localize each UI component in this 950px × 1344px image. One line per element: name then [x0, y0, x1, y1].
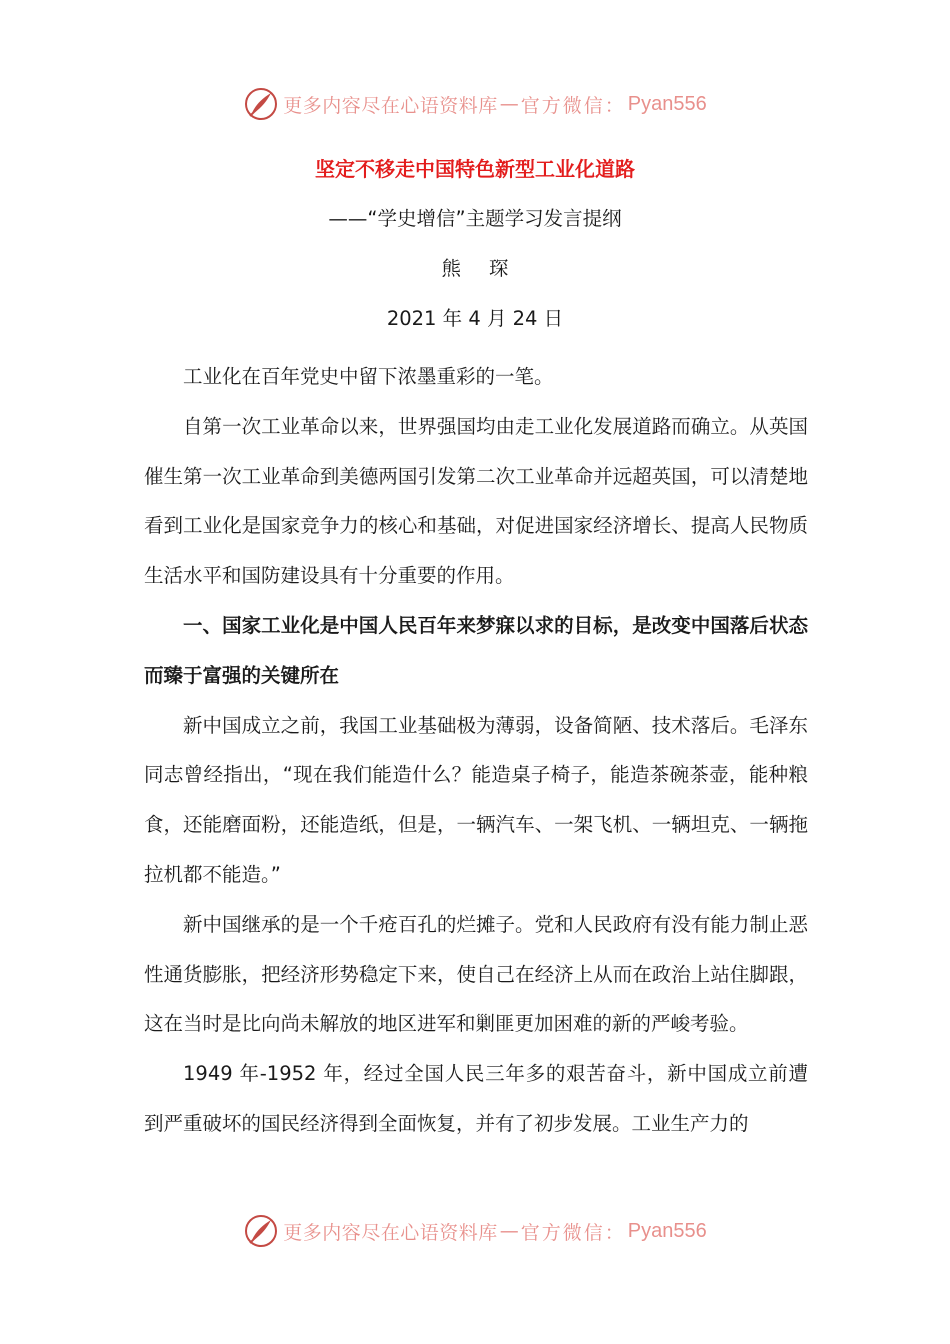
document-author: 熊琛	[441, 257, 537, 280]
paragraph: 新中国继承的是一个千疮百孔的烂摊子。党和人民政府有没有能力制止恶性通货膨胀，把经济形势稳定下来，使自己在经济上从而在政治上站住脚跟，这在当时是比向尚未解放的地区进军和剿匪更加困难的新的严峻考验。	[144, 912, 808, 1036]
watermark-text: 更多内容尽在心语资料库	[283, 94, 498, 117]
quill-logo-icon	[243, 1213, 279, 1249]
watermark-header	[0, 82, 950, 126]
watermark-wechat-label: 官方微信：	[520, 94, 626, 117]
quill-logo-icon	[243, 86, 279, 122]
section-heading: 一、国家工业化是中国人民百年来梦寐以求的目标，是改变中国落后状态而臻于富强的关键所在	[144, 613, 808, 687]
watermark-wechat-id: Pyan556	[627, 1219, 707, 1242]
document-subtitle: ——“学史增信”主题学习发言提纲	[328, 207, 622, 230]
document-date: 2021 年 4 月 24 日	[386, 307, 564, 330]
watermark-dash: —	[499, 1220, 519, 1242]
watermark-text: 更多内容尽在心语资料库	[283, 1221, 498, 1244]
watermark-wechat-id: Pyan556	[627, 92, 707, 115]
paragraph: 1949 年-1952 年，经过全国人民三年多的艰苦奋斗，新中国成立前遭到严重破坏的国民经济得到全面恢复，并有了初步发展。工业生产力的	[144, 1062, 808, 1135]
paragraph: 新中国成立之前，我国工业基础极为薄弱，设备简陋、技术落后。毛泽东同志曾经指出，“现在我们能造什么？能造桌子椅子，能造茶碗茶壶，能种粮食，还能磨面粉，还能造纸，但是，一辆汽车、一架飞机、一辆坦克、一辆拖拉机都不能造。”	[144, 713, 808, 886]
paragraph: 工业化在百年党史中留下浓墨重彩的一笔。	[183, 365, 554, 388]
watermark-footer	[0, 1209, 950, 1253]
watermark-wechat-label: 官方微信：	[520, 1221, 626, 1244]
paragraph: 自第一次工业革命以来，世界强国均由走工业化发展道路而确立。从英国催生第一次工业革命到美德两国引发第二次工业革命并远超英国，可以清楚地看到工业化是国家竞争力的核心和基础，对促进国家经济增长、提高人民物质生活水平和国防建设具有十分重要的作用。	[144, 414, 808, 588]
document-body	[144, 352, 808, 1149]
document-title: 坚定不移走中国特色新型工业化道路	[315, 157, 635, 181]
watermark-dash: —	[499, 93, 519, 115]
